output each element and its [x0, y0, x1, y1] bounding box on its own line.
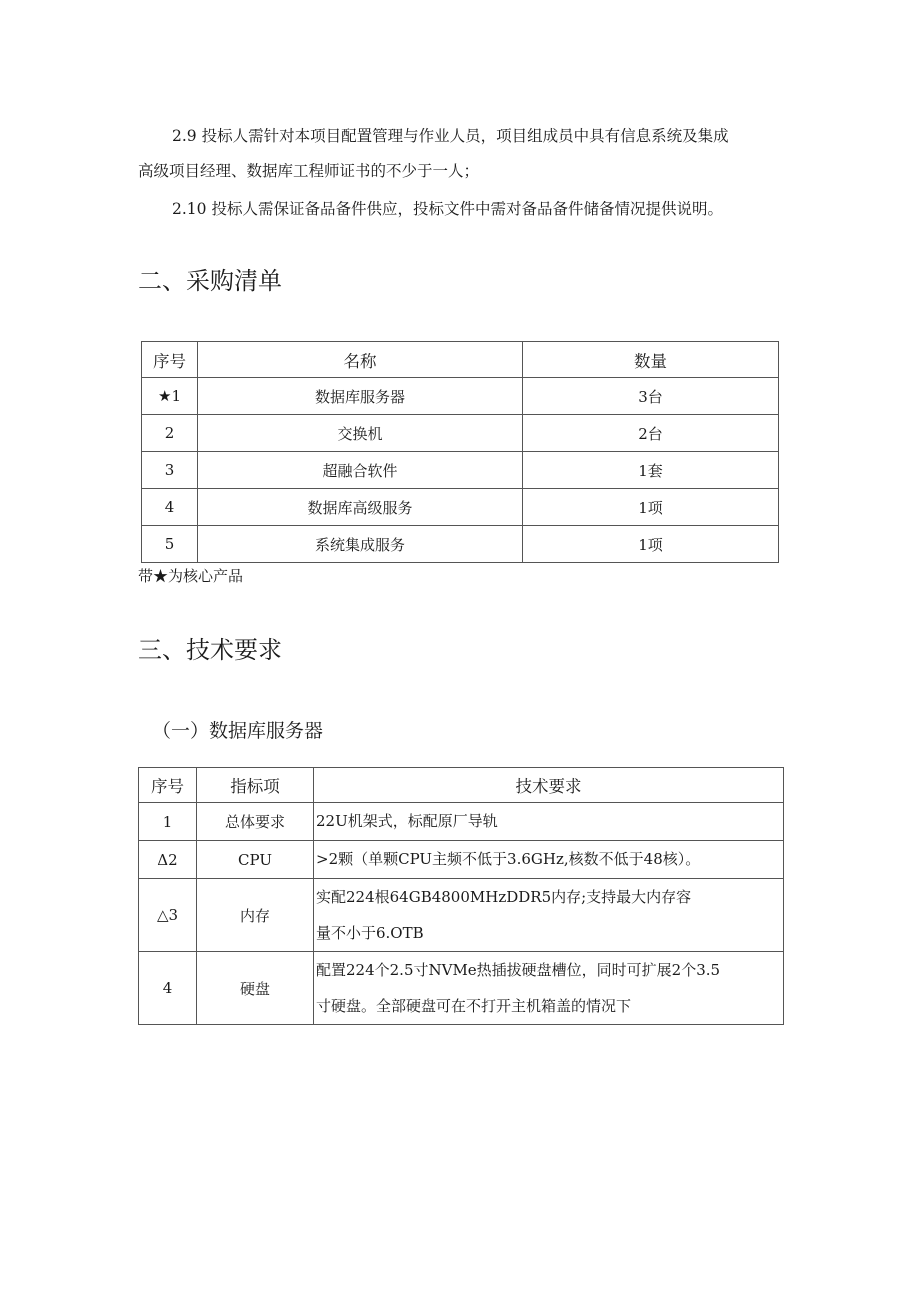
row-no: △3: [139, 879, 197, 952]
paragraph-2-9-line2: 高级项目经理、数据库工程师证书的不少于一人；: [138, 162, 480, 180]
row-no: 3: [142, 452, 198, 489]
row-quantity: 3台: [523, 378, 779, 415]
requirement-line-2: 寸硬盘。全部硬盘可在不打开主机箱盖的情况下: [316, 997, 632, 1015]
column-header-name: 名称: [198, 342, 523, 378]
row-name: 数据库高级服务: [198, 489, 523, 526]
table-row: [142, 489, 779, 526]
row-quantity: 1项: [523, 526, 779, 563]
table-row: [142, 452, 779, 489]
column-header-requirement: 技术要求: [314, 768, 784, 803]
table-row: [139, 879, 784, 952]
column-header-no: 序号: [142, 342, 198, 378]
column-header-item: 指标项: [197, 768, 314, 803]
requirement-line-2: 量不小于6.OTB: [316, 924, 424, 942]
row-no: Δ2: [139, 841, 197, 879]
row-item: CPU: [197, 841, 314, 879]
procurement-table: [141, 341, 779, 563]
requirement-line-1: 22U机架式，标配原厂导轨: [316, 812, 498, 830]
row-requirement: [314, 841, 784, 879]
row-requirement: [314, 879, 784, 952]
requirement-line-1: >2颗（单颗CPU主频不低于3.6GHz,核数不低于48核）。: [316, 850, 701, 868]
row-no: 1: [139, 803, 197, 841]
row-name: 交换机: [198, 415, 523, 452]
row-requirement: [314, 952, 784, 1025]
section-title-technical-requirements: 三、技术要求: [138, 636, 282, 664]
row-quantity: 1套: [523, 452, 779, 489]
table-row: [139, 841, 784, 879]
row-item: 总体要求: [197, 803, 314, 841]
row-name: 数据库服务器: [198, 378, 523, 415]
tech-requirements-table: [138, 767, 784, 1025]
section-title-procurement-list: 二、采购清单: [138, 267, 282, 295]
column-header-quantity: 数量: [523, 342, 779, 378]
row-no: ★1: [142, 378, 198, 415]
table-row: [139, 952, 784, 1025]
table-header-row: [139, 768, 784, 803]
subsection-title-database-server: （一）数据库服务器: [152, 720, 324, 742]
table-header-row: [142, 342, 779, 378]
row-item: 内存: [197, 879, 314, 952]
requirement-line-1: 实配224根64GB4800MHzDDR5内存;支持最大内存容: [316, 888, 692, 906]
column-header-no: 序号: [139, 768, 197, 803]
row-no: 5: [142, 526, 198, 563]
row-no: 2: [142, 415, 198, 452]
core-product-note: 带★为核心产品: [138, 567, 244, 585]
row-no: 4: [139, 952, 197, 1025]
table-row: [142, 415, 779, 452]
row-name: 超融合软件: [198, 452, 523, 489]
row-name: 系统集成服务: [198, 526, 523, 563]
row-quantity: 1项: [523, 489, 779, 526]
row-item: 硬盘: [197, 952, 314, 1025]
table-row: [142, 526, 779, 563]
table-row: [139, 803, 784, 841]
table-row: [142, 378, 779, 415]
paragraph-2-9-line1: 2.9 投标人需针对本项目配置管理与作业人员，项目组成员中具有信息系统及集成: [172, 127, 729, 145]
requirement-line-1: 配置224个2.5寸NVMe热插拔硬盘槽位，同时可扩展2个3.5: [316, 961, 721, 979]
paragraph-2-10: 2.10 投标人需保证备品备件供应，投标文件中需对备品备件储备情况提供说明。: [172, 200, 723, 218]
row-quantity: 2台: [523, 415, 779, 452]
row-no: 4: [142, 489, 198, 526]
row-requirement: [314, 803, 784, 841]
